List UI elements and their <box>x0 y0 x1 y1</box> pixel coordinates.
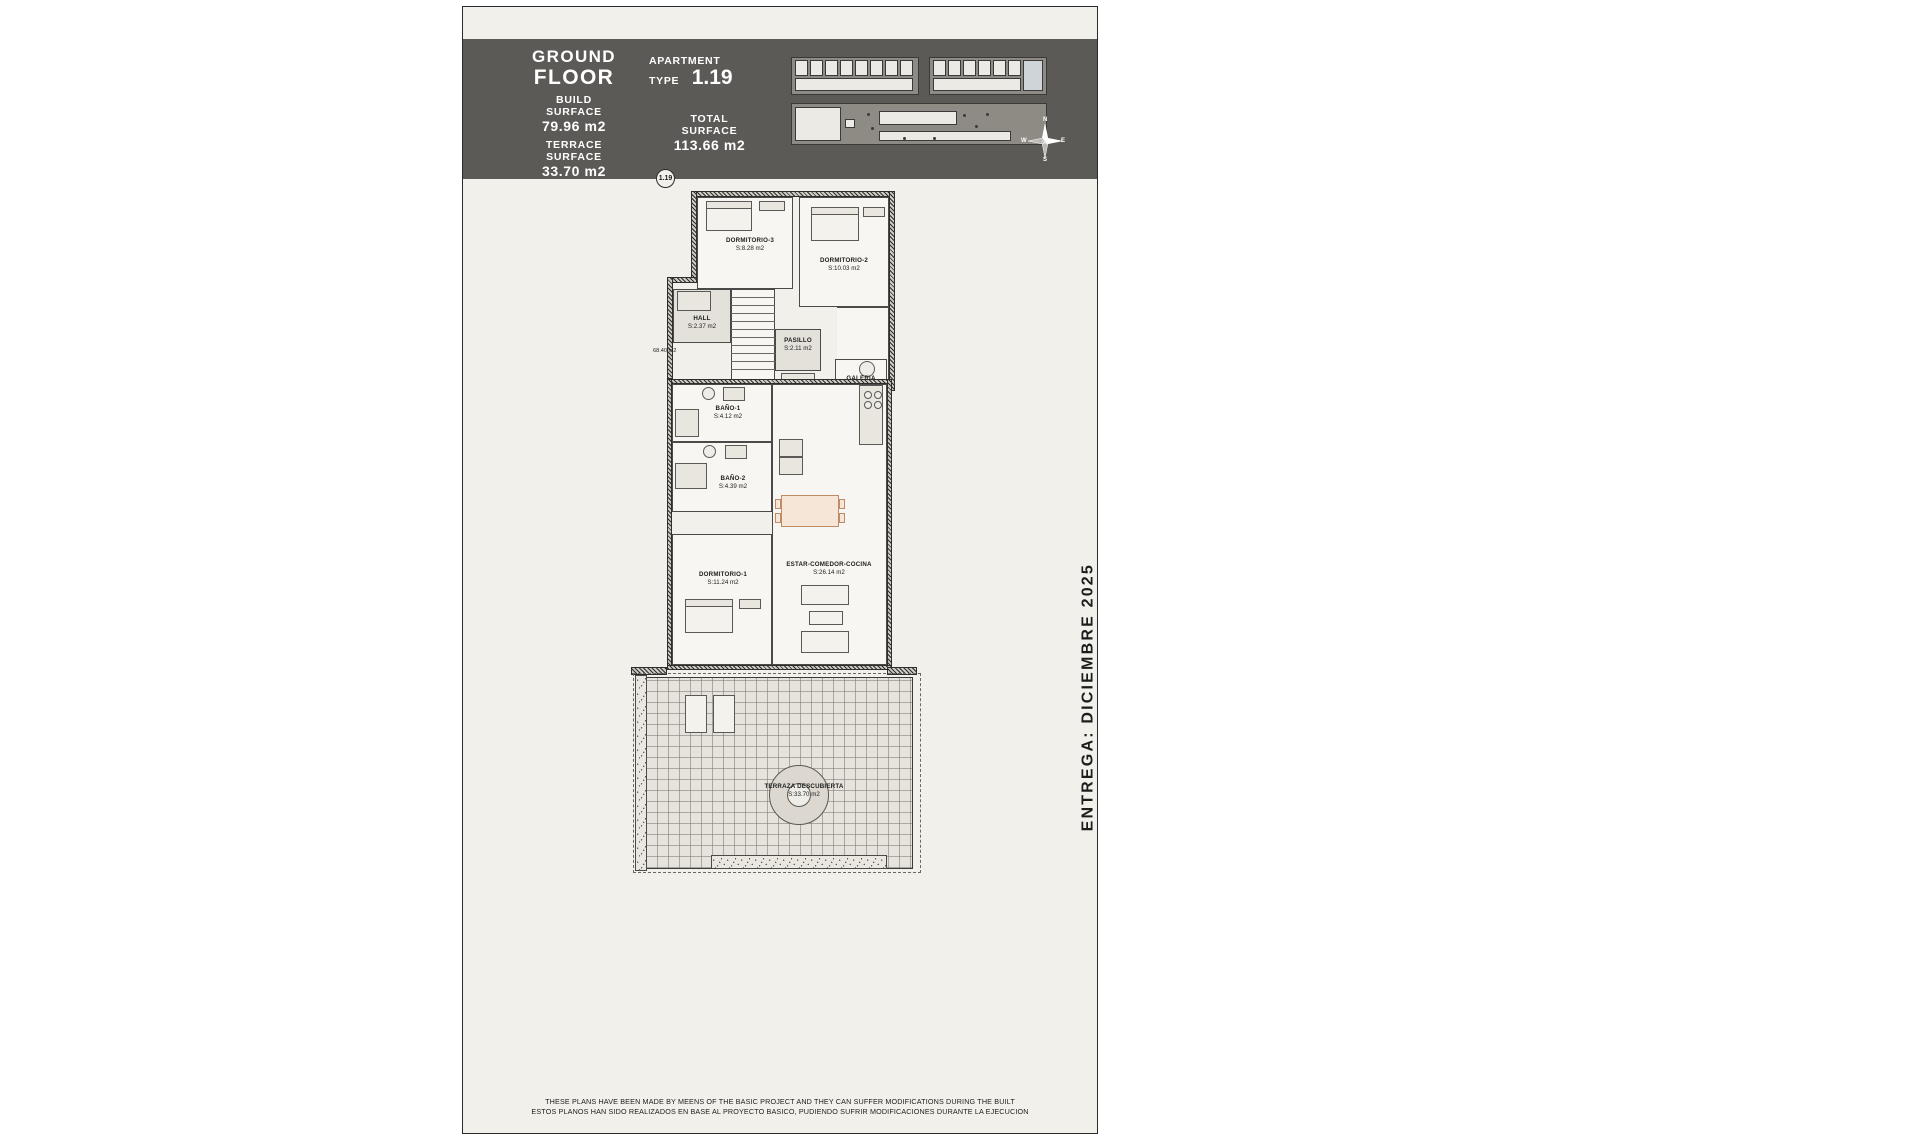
site-tree-dot <box>975 125 978 128</box>
furniture-sun-lounger <box>713 695 735 733</box>
furniture-hob-burner <box>874 391 882 399</box>
room-label-terraza-descubierta: TERRAZA DESCUBIERTA S:33.70 m2 <box>764 783 844 798</box>
apartment-type-label-line1: APARTMENT <box>649 55 721 67</box>
compass-south-label: S <box>1043 157 1048 163</box>
furniture-dining-chair <box>839 513 845 523</box>
room-label-estar-comedor-cocina: ESTAR-COMEDOR-COCINA S:26.14 m2 <box>786 561 872 576</box>
room-label-dormitorio-1: DORMITORIO-1 S:11.24 m2 <box>698 571 747 586</box>
stair-tread <box>731 361 775 362</box>
site-unit <box>795 60 808 76</box>
site-amenity-block <box>795 107 841 141</box>
site-unit <box>855 60 868 76</box>
site-unit-highlight <box>1023 60 1043 91</box>
footer-line-en: THESE PLANS HAVE BEEN MADE BY MEENS OF THE BASIC PROJECT AND THEY CAN SUFFER MODIFICATIONS DURING THE BUILT <box>545 1097 1015 1106</box>
site-unit <box>1008 60 1021 76</box>
floor-label-line2: FLOOR <box>533 66 615 89</box>
terrace-gravel-bottom <box>711 855 887 869</box>
build-surface-value: 79.96 m2 <box>542 118 606 134</box>
stair-tread <box>731 313 775 314</box>
furniture-dining-table <box>781 495 839 527</box>
furniture-wardrobe-dorm3 <box>759 201 785 211</box>
site-tree-dot <box>933 137 936 140</box>
terrace-surface-value: 33.70 m2 <box>542 163 606 179</box>
floor-label-line1: GROUND <box>532 47 616 66</box>
room-label-dormitorio-3: DORMITORIO-3 S:8.28 m2 <box>725 237 774 252</box>
furniture-shower-bano1 <box>675 409 699 437</box>
site-unit <box>810 60 823 76</box>
site-tree-dot <box>963 114 966 117</box>
delivery-date-text: ENTREGA: DICIEMBRE 2025 <box>1079 563 1096 832</box>
furniture-hob-burner <box>864 391 872 399</box>
room-label-hall: HALL S:2.37 m2 <box>687 315 717 330</box>
wall-south-main <box>667 665 892 670</box>
site-walkway <box>879 131 1011 141</box>
site-amenity-small <box>845 119 855 128</box>
build-surface-label-line1: BUILD <box>555 94 593 106</box>
stair-tread <box>731 369 775 370</box>
furniture-headboard-dorm1 <box>685 599 733 607</box>
title-right-column <box>647 47 772 154</box>
terrace-surface-label-line1: TERRACE <box>545 139 603 151</box>
apartment-type-label-line2: TYPE <box>649 75 680 87</box>
footer-disclaimer <box>463 1097 1097 1117</box>
stair-tread <box>731 353 775 354</box>
furniture-sun-lounger <box>685 695 707 733</box>
compass-east-label: E <box>1061 138 1066 144</box>
terrace-surface-label-line2: SURFACE <box>546 151 602 163</box>
furniture-toilet-bano2 <box>703 445 716 458</box>
site-tree-dot <box>903 137 906 140</box>
furniture-sink-bano2 <box>725 445 747 459</box>
furniture-sink-bano1 <box>723 387 745 401</box>
stair-tread <box>731 329 775 330</box>
furniture-dining-chair <box>775 499 781 509</box>
furniture-hob-burner <box>864 401 872 409</box>
site-unit <box>948 60 961 76</box>
stair-tread <box>731 345 775 346</box>
furniture-wardrobe-dorm1 <box>739 599 761 609</box>
furniture-fridge <box>779 439 803 457</box>
furniture-headboard-dorm2 <box>811 207 859 215</box>
site-unit <box>825 60 838 76</box>
stair-tread <box>731 297 775 298</box>
terrace-gravel-left <box>635 675 647 871</box>
site-tree-dot <box>986 113 989 116</box>
furniture-hob-burner <box>874 401 882 409</box>
floor-plan-sheet <box>462 6 1098 1134</box>
site-unit-strip <box>795 78 913 91</box>
site-unit <box>963 60 976 76</box>
stair-tread <box>731 305 775 306</box>
furniture-toilet-bano1 <box>702 387 715 400</box>
title-left-column <box>509 47 639 180</box>
room-label-bano-2: BAÑO-2 S:4.39 m2 <box>718 475 748 490</box>
total-surface-label-line2: SURFACE <box>681 125 738 137</box>
site-unit <box>885 60 898 76</box>
apartment-type-value: 1.19 <box>691 66 733 89</box>
site-pool <box>879 111 957 125</box>
furniture-dining-chair <box>775 513 781 523</box>
site-unit <box>933 60 946 76</box>
furniture-hall-closet <box>677 291 711 311</box>
stair-tread <box>731 337 775 338</box>
site-unit-strip <box>933 78 1021 91</box>
wall-right-main <box>887 379 892 669</box>
room-label-bano-1: BAÑO-1 S:4.12 m2 <box>713 405 743 420</box>
apartment-number-marker: 1.19 <box>656 169 675 188</box>
site-unit <box>870 60 883 76</box>
site-unit <box>900 60 913 76</box>
furniture-sofa <box>801 585 849 605</box>
level-mark-label: 68.40 m2 <box>653 348 677 354</box>
furniture-dining-chair <box>839 499 845 509</box>
compass-rose <box>1021 117 1066 163</box>
furniture-headboard-dorm3 <box>706 201 752 209</box>
compass-icon <box>1025 121 1065 161</box>
wall-upper-right <box>889 191 895 391</box>
room-label-dormitorio-2: DORMITORIO-2 S:10.03 m2 <box>819 257 868 272</box>
site-unit <box>993 60 1006 76</box>
header-band <box>463 39 1097 179</box>
compass-west-label: W <box>1021 138 1027 144</box>
stairs <box>731 289 775 381</box>
build-surface-label-line2: SURFACE <box>546 106 602 118</box>
footer-line-es: ESTOS PLANOS HAN SIDO REALIZADOS EN BASE AL PROYECTO BASICO, PUDIENDO SUFRIR MODIFICACIONES DURANTE LA EJECUCION <box>531 1107 1029 1116</box>
stair-tread <box>731 321 775 322</box>
floor-plan-drawing <box>463 179 1099 1059</box>
room-label-pasillo: PASILLO S:2.11 m2 <box>784 337 812 352</box>
total-surface-label-line1: TOTAL <box>690 113 729 125</box>
site-tree-dot <box>867 113 870 116</box>
site-tree-dot <box>871 127 874 130</box>
site-unit <box>978 60 991 76</box>
compass-north-label: N <box>1043 117 1048 123</box>
furniture-sink-kitchen <box>779 457 803 475</box>
furniture-wardrobe-dorm2 <box>863 207 885 217</box>
total-surface-value: 113.66 m2 <box>673 137 746 153</box>
site-unit <box>840 60 853 76</box>
furniture-coffee-table <box>809 611 843 625</box>
site-key-plan <box>783 51 1071 161</box>
furniture-tv-unit <box>801 631 849 653</box>
